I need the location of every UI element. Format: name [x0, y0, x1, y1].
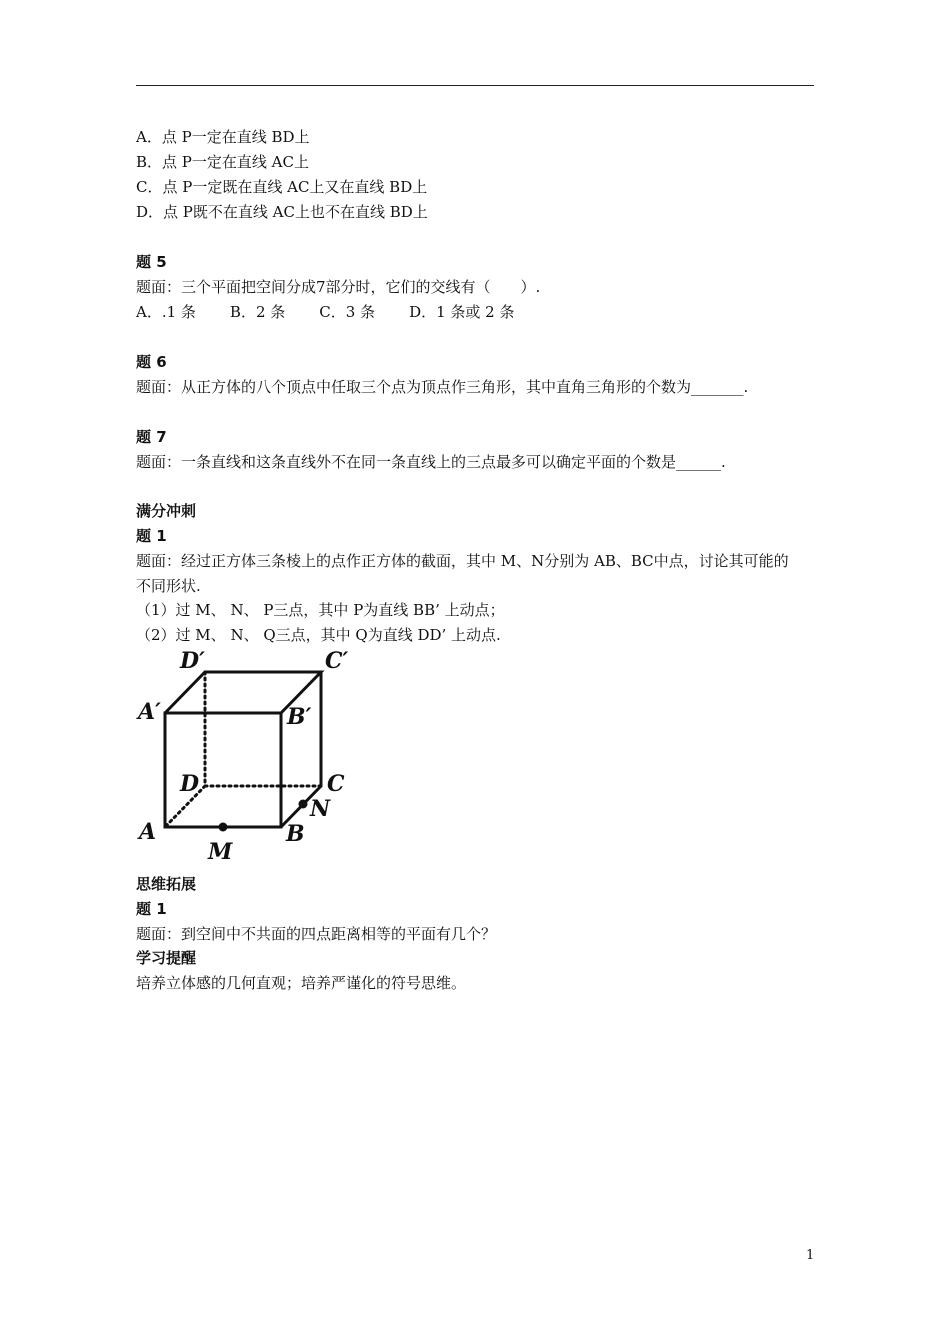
option-b: B．点 P一定在直线 AC上 [136, 153, 309, 171]
s1-part1: （1）过 M、 N、 P三点，其中 P为直线 BB’ 上动点； [136, 601, 505, 619]
s1-body-line1: 题面：经过正方体三条棱上的点作正方体的截面，其中 M、N分别为 AB、BC中点，讨论其可能的 [136, 552, 789, 570]
q5-title: 题 5 [136, 253, 167, 271]
cube-figure [130, 646, 360, 868]
q5-option-a: A．.1 条 [136, 303, 196, 321]
label-b: B [286, 821, 305, 847]
q7-body: 题面：一条直线和这条直线外不在同一条直线上的三点最多可以确定平面的个数是______. [136, 453, 726, 471]
q5-option-d: D．1 条或 2 条 [409, 303, 515, 321]
label-n: N [310, 796, 331, 822]
sprint-heading: 满分冲刺 [136, 502, 197, 520]
point-n [299, 800, 308, 809]
tip-heading: 学习提醒 [136, 949, 197, 967]
q6-body: 题面：从正方体的八个顶点中任取三个点为顶点作三角形，其中直角三角形的个数为_______. [136, 378, 749, 396]
label-c-prime: C′ [325, 648, 349, 674]
label-c: C [327, 771, 345, 797]
label-d: D [180, 771, 200, 797]
s1-part2: （2）过 M、 N、 Q三点，其中 Q为直线 DD’ 上动点. [136, 626, 501, 644]
extension-heading: 思维拓展 [136, 875, 197, 893]
q6-title: 题 6 [136, 353, 167, 371]
label-d-prime: D′ [180, 648, 205, 674]
header-rule [136, 85, 814, 86]
q5-option-c: C．3 条 [319, 303, 376, 321]
tip-body: 培养立体感的几何直观；培养严谨化的符号思维。 [136, 974, 467, 992]
option-a: A．点 P一定在直线 BD上 [136, 128, 310, 146]
option-c: C．点 P一定既在直线 AC上又在直线 BD上 [136, 178, 428, 196]
q7-title: 题 7 [136, 428, 167, 446]
q5-body: 题面：三个平面把空间分成7部分时，它们的交线有（ ）. [136, 278, 541, 296]
q5-options [136, 302, 548, 322]
label-a: A [139, 819, 157, 845]
q5-option-b: B．2 条 [229, 303, 286, 321]
label-a-prime: A′ [138, 699, 161, 725]
point-m [219, 823, 228, 832]
e1-title: 题 1 [136, 900, 167, 918]
s1-title: 题 1 [136, 527, 167, 545]
option-d: D．点 P既不在直线 AC上也不在直线 BD上 [136, 203, 428, 221]
label-b-prime: B′ [287, 704, 312, 730]
e1-body: 题面：到空间中不共面的四点距离相等的平面有几个？ [136, 925, 497, 943]
label-m: M [208, 839, 233, 865]
s1-body-line2: 不同形状. [136, 577, 201, 595]
page-number: 1 [806, 1248, 815, 1263]
